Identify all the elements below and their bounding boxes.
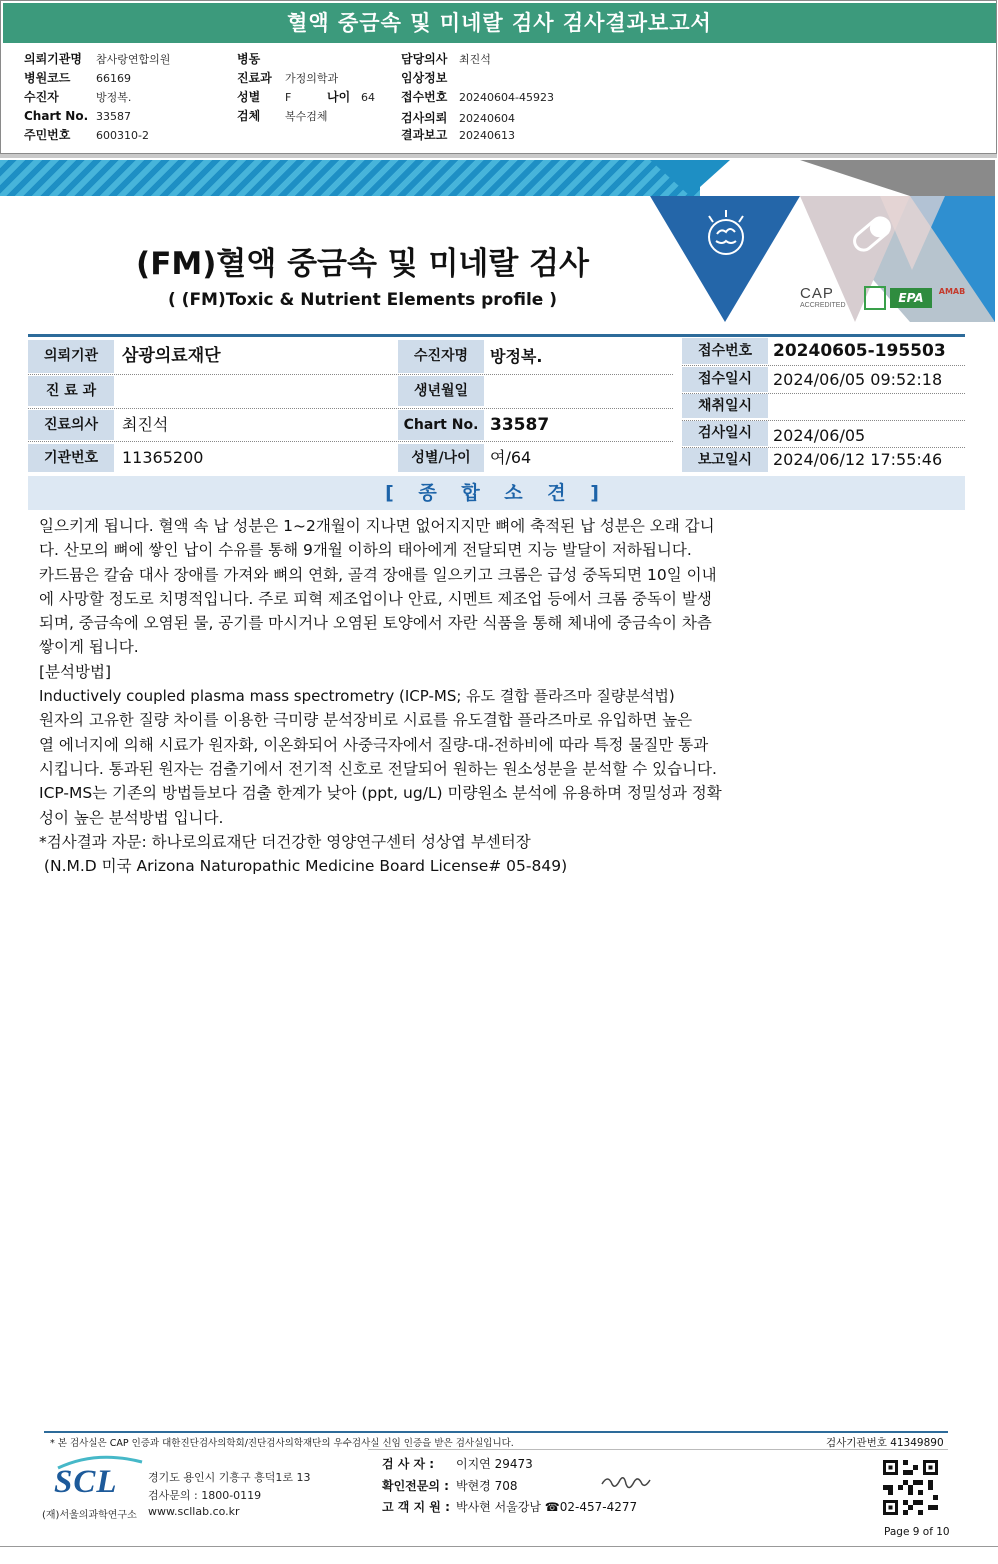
value-institution-no: 11365200 <box>122 448 204 467</box>
page-number: Page 9 of 10 <box>884 1526 950 1538</box>
header-fields <box>24 50 984 150</box>
footer-website: www.scllab.co.kr <box>148 1505 240 1518</box>
summary-line: 다. 산모의 뼈에 쌓인 납이 수유를 통해 9개월 이하의 태아에게 전달되면 지능 발달이 저하됩니다. <box>39 541 692 560</box>
hdr-value-doctor: 최진석 <box>459 53 491 66</box>
label-chart-no: Chart No. <box>398 410 484 440</box>
label-receipt-date: 접수일시 <box>682 367 768 392</box>
summary-line: 카드뮴은 칼슘 대사 장애를 가져와 뼈의 연화, 골격 장애를 일으키고 크롬은 급성 중독되면 10일 이내 <box>39 565 717 584</box>
examiner-value: 이지연 29473 <box>456 1457 533 1471</box>
label-institution-no: 기관번호 <box>28 444 114 472</box>
footer-divider <box>368 1449 948 1450</box>
capsule-icon <box>846 208 898 260</box>
hdr-label-doctor: 담당의사 <box>401 52 448 66</box>
specialist-value: 박현경 708 <box>456 1479 518 1493</box>
hdr-label-chart-no: Chart No. <box>24 109 89 123</box>
support-value: 박사현 서울강남 <box>456 1500 541 1514</box>
value-patient-name: 방정복. <box>490 347 543 366</box>
hdr-label-age: 나이 <box>327 90 351 104</box>
report-subtitle: ( (FM)Toxic & Nutrient Elements profile ) <box>167 290 557 310</box>
hdr-label-hospital-code: 병원코드 <box>24 71 71 85</box>
summary-line: 에 사망할 정도로 치명적입니다. 주로 피혁 제조업이나 안료, 시멘트 제조업 등에서 크롬 중독이 발생 <box>39 589 712 608</box>
row-divider <box>28 374 673 375</box>
hdr-value-receipt-no: 20240604-45923 <box>459 91 554 104</box>
hdr-value-patient: 방정복. <box>96 91 132 104</box>
value-doctor: 최진석 <box>122 415 169 434</box>
footer-lab-number: 검사기관번호 41349890 <box>826 1437 944 1449</box>
summary-heading: [ 종 합 소 견 ] <box>28 476 965 510</box>
scl-logo-text: SCL <box>54 1464 118 1500</box>
hdr-value-request-date: 20240604 <box>459 112 515 125</box>
header-shadow-divider <box>0 154 997 158</box>
row-divider <box>28 408 673 409</box>
examiner-row <box>382 1455 533 1472</box>
hdr-value-report-date: 20240613 <box>459 129 515 142</box>
hdr-label-specimen: 검체 <box>237 109 261 123</box>
specialist-label: 확인전문의 : <box>382 1479 449 1493</box>
specialist-row <box>382 1477 518 1494</box>
summary-line: 쌓이게 됩니다. <box>39 638 139 657</box>
value-test-date: 2024/06/05 <box>773 426 866 445</box>
report-title-bar: 혈액 중금속 및 미네랄 검사 검사결과보고서 <box>3 3 996 43</box>
phone-icon: ☎ <box>544 1500 560 1514</box>
label-sex-age: 성별/나이 <box>398 444 484 472</box>
footer-notice: * 본 검사실은 CAP 인증과 대한진단검사의학회/진단검사의학재단의 우수검사실 신임 인증을 받은 검사실입니다. <box>50 1438 514 1449</box>
hdr-value-institution: 참사랑연합의원 <box>96 53 171 66</box>
footer-inquiry: 검사문의 : 1800-0119 <box>148 1489 262 1502</box>
row-divider <box>682 365 965 366</box>
hdr-value-specimen: 복수검체 <box>285 110 328 123</box>
amab-logo: AMAB <box>938 287 966 296</box>
summary-line: 열 에너지에 의해 시료가 원자화, 이온화되어 사중극자에서 질량-대-전하비에 따라 특정 물질만 통과 <box>39 735 709 754</box>
hdr-label-patient: 수진자 <box>24 90 59 104</box>
examiner-label: 검 사 자 : <box>382 1457 435 1471</box>
label-dept: 진 료 과 <box>28 376 114 406</box>
summary-body <box>39 514 769 878</box>
summary-line: *검사결과 자문: 하나로의료재단 더건강한 영양연구센터 성상엽 부센터장 <box>39 832 531 851</box>
qr-code-icon <box>883 1460 938 1515</box>
hdr-label-ward: 병동 <box>237 52 261 66</box>
value-institution: 삼광의료재단 <box>122 346 221 366</box>
summary-line: (N.M.D 미국 Arizona Naturopathic Medicine Board License# 05-849) <box>39 857 568 876</box>
row-divider <box>682 447 965 448</box>
cap-logo-text: CAP <box>800 285 834 302</box>
patient-info-table <box>28 334 965 474</box>
hdr-label-report-date: 결과보고 <box>401 128 448 142</box>
support-row <box>382 1498 637 1515</box>
summary-line: 원자의 고유한 질량 차이를 이용한 극미량 분석장비로 시료를 유도결합 플라즈마로 유입하면 높은 <box>39 711 693 730</box>
label-receipt-no: 접수번호 <box>682 338 768 364</box>
footer-top-rule <box>44 1431 948 1433</box>
kolas-logo <box>864 286 886 310</box>
hdr-label-receipt-no: 접수번호 <box>401 90 448 104</box>
summary-line: ICP-MS는 기존의 방법들보다 검출 한계가 낮아 (ppt, ug/L) 미량원소 분석에 유용하며 정밀성과 정확 <box>39 784 722 803</box>
footer-bottom-rule <box>0 1546 998 1547</box>
row-divider <box>28 441 673 442</box>
doctor-signature <box>600 1470 654 1492</box>
summary-line: [분석방법] <box>39 662 111 681</box>
epa-logo: EPA <box>890 288 932 308</box>
row-divider <box>682 420 965 421</box>
label-doctor: 진료의사 <box>28 410 114 440</box>
label-birth-date: 생년월일 <box>398 376 484 406</box>
scl-org-name: (재)서울의과학연구소 <box>42 1510 137 1521</box>
summary-line: 되며, 중금속에 오염된 물, 공기를 마시거나 오염된 토양에서 자란 식품을 통해 체내에 중금속이 차츰 <box>39 614 712 633</box>
value-receipt-date: 2024/06/05 09:52:18 <box>773 370 943 389</box>
value-report-date: 2024/06/12 17:55:46 <box>773 450 943 469</box>
hdr-label-institution: 의뢰기관명 <box>24 52 82 66</box>
hdr-value-hospital-code: 66169 <box>96 72 131 85</box>
hdr-value-age: 64 <box>361 91 375 104</box>
footer-address: 경기도 용인시 기흥구 흥덕1로 13 <box>148 1471 311 1484</box>
row-divider <box>682 393 965 394</box>
hdr-value-dept: 가정의학과 <box>285 72 339 85</box>
hdr-label-clinical-info: 임상정보 <box>401 71 448 85</box>
hdr-label-request-date: 검사의뢰 <box>401 111 448 125</box>
cap-accredited-logo <box>800 285 862 313</box>
support-label: 고 객 지 원 : <box>382 1500 450 1514</box>
label-report-date: 보고일시 <box>682 448 768 472</box>
label-collection-date: 채취일시 <box>682 394 768 418</box>
hdr-label-sex: 성별 <box>237 90 261 104</box>
hdr-value-chart-no: 33587 <box>96 110 131 123</box>
table-top-rule <box>28 334 965 337</box>
hdr-value-resident-no: 600310-2 <box>96 129 149 142</box>
decorative-stripe-band <box>0 160 700 196</box>
summary-line: 일으키게 됩니다. 혈액 속 납 성분은 1~2개월이 지나면 없어지지만 뼈에 축적된 납 성분은 오래 갑니 <box>39 517 715 535</box>
cap-logo-sub: ACCREDITED <box>800 302 846 309</box>
label-test-date: 검사일시 <box>682 421 768 446</box>
summary-line: 성이 높은 분석방법 입니다. <box>39 808 224 827</box>
label-patient-name: 수진자명 <box>398 340 484 373</box>
hdr-label-resident-no: 주민번호 <box>24 128 71 142</box>
value-chart-no: 33587 <box>490 415 550 435</box>
scl-logo <box>48 1452 138 1510</box>
summary-line: 시킵니다. 통과된 원자는 검출기에서 전기적 신호로 전달되어 원하는 원소성분을 분석할 수 있습니다. <box>39 759 717 778</box>
summary-line: Inductively coupled plasma mass spectrometry (ICP-MS; 유도 결합 플라즈마 질량분석법) <box>39 687 675 706</box>
hdr-label-dept: 진료과 <box>237 71 272 85</box>
hdr-value-sex: F <box>285 91 292 104</box>
value-sex-age: 여/64 <box>490 448 532 467</box>
report-main-title: (FM)혈액 중금속 및 미네랄 검사 <box>136 246 589 282</box>
support-phone: 02-457-4277 <box>559 1500 638 1514</box>
label-institution: 의뢰기관 <box>28 340 114 373</box>
value-receipt-no: 20240605-195503 <box>773 341 946 361</box>
